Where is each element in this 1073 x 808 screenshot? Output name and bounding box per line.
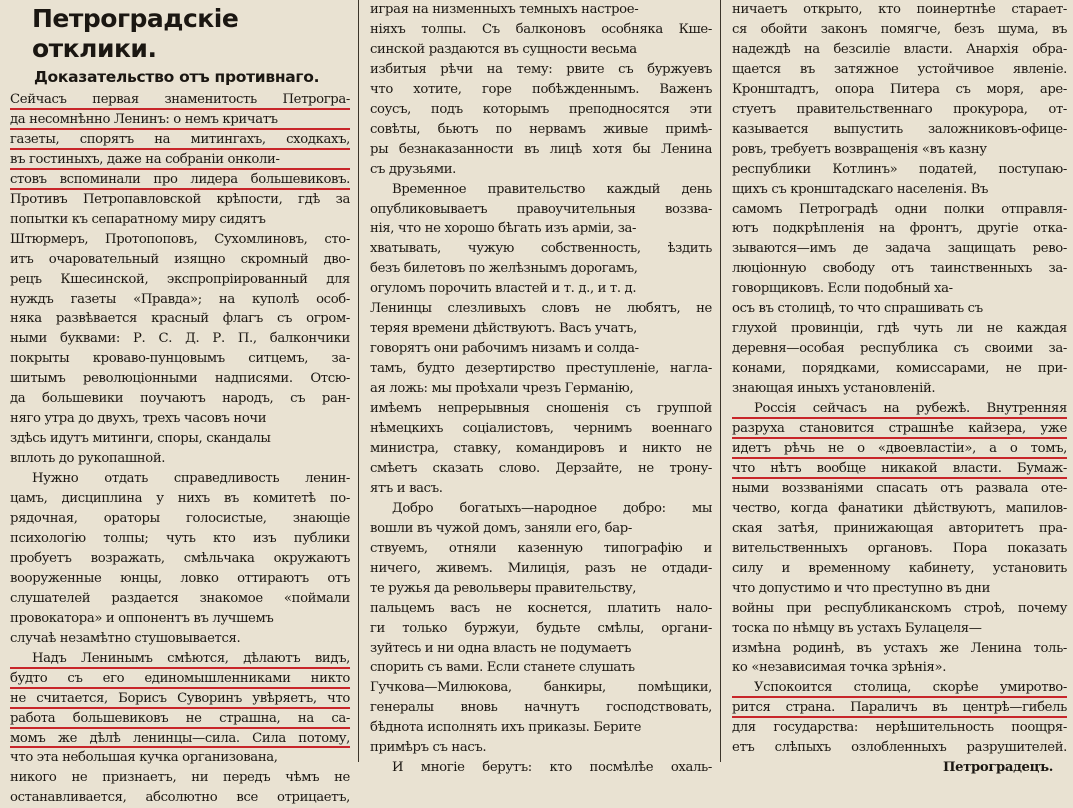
text-line: Ленинцы слезливыхъ словъ не любятъ, не: [370, 301, 712, 317]
text-line: ствуемъ, отняли казенную типографію и: [370, 540, 712, 556]
text-line: осъ въ столицѣ, то что спрашивать съ: [732, 301, 983, 317]
text-line: деревня—особая республика съ своими за-: [732, 341, 1067, 357]
text-line: соусъ, подъ которымъ преподносятся эти: [370, 101, 712, 117]
text-line: Временное правительство каждый день: [392, 181, 712, 197]
text-line: совѣты, бьютъ по нервамъ живые примѣ-: [370, 121, 712, 137]
text-line: стовъ вспоминали про лидера большевиковъ.: [10, 170, 350, 190]
text-line: говорщиковъ. Если подобный ха-: [732, 281, 953, 297]
text-line: итъ очаровательный изящно скромный дво-: [10, 251, 350, 267]
article-title: Петроградскіе отклики.: [32, 4, 239, 63]
text-line: силу и временному кабинету, установить: [732, 560, 1067, 576]
text-line: пробуетъ возражать, смѣльчака окружаютъ: [10, 550, 350, 566]
text-line: что хотите, горе побѣжденнымъ. Важенъ: [370, 81, 712, 97]
text-line: пальцемъ васъ не коснется, платить нало-: [370, 600, 712, 616]
text-line: останавливается, абсолютно все отрицаетъ,: [10, 790, 350, 806]
text-line: покрыты кроваво-пунцовымъ ситцемъ, за-: [10, 351, 350, 367]
text-line: вплоть до рукопашной.: [10, 451, 166, 467]
text-line: Штюрмеръ, Протопоповъ, Сухомлиновъ, сто-: [10, 231, 350, 247]
text-line: опубликовываетъ правоучительныя воззва-: [370, 201, 712, 217]
text-line: что нѣтъ вообще никакой власти. Бумаж-: [732, 459, 1067, 479]
text-line: момъ же дѣлѣ ленинцы—сила. Сила потому,: [10, 729, 350, 749]
text-line: Сейчасъ первая знаменитость Петрогра-: [10, 90, 350, 110]
text-line: глухой провинціи, гдѣ чуть ли не каждая: [732, 321, 1067, 337]
text-line: ги только буржуи, будьте смѣлы, органи-: [370, 620, 712, 636]
text-line: ными буквами: Р. С. Д. Р. П., балкончики: [10, 331, 350, 347]
text-line: республики Котлинъ» податей, поступаю-: [732, 161, 1067, 177]
text-line: надеждѣ на безсиліе власти. Анархія обра-: [732, 41, 1067, 57]
text-line: няка развѣвается красный флагъ съ огром-: [10, 311, 350, 327]
text-line: никого не признаетъ, ни передъ чѣмъ не: [10, 770, 350, 786]
text-line: министра, ставку, командировъ и никто не: [370, 440, 712, 456]
text-line: работа большевиковъ не страшна, на са-: [10, 709, 350, 729]
text-line: тамъ, будто дезертирство преступленіе, нагла-: [370, 361, 712, 377]
text-line: войны при республиканскомъ строѣ, почему: [732, 600, 1067, 616]
text-line: психологію толпы; чуть кто изъ публики: [10, 530, 350, 546]
text-line: не считается, Борисъ Суворинъ увѣряетъ, что: [10, 689, 350, 709]
text-line: бѣднота исполнять ихъ приказы. Берите: [370, 720, 642, 736]
text-line: рецъ Кшесинской, экспропріированный для: [10, 271, 350, 287]
text-line: имѣемъ непрерывныя сношенія съ группой: [370, 401, 712, 417]
text-line: играя на низменныхъ темныхъ настрое-: [370, 2, 639, 17]
text-line: вительственныхъ органовъ. Пора показать: [732, 540, 1067, 556]
text-line: знающая иныхъ установленій.: [732, 381, 936, 397]
text-line: избитыя рѣчи на тему: рвите съ буржуевъ: [370, 61, 712, 77]
text-line: измѣна родинѣ, въ устахъ же Ленина толь-: [732, 640, 1067, 656]
text-line: здѣсь идутъ митинги, споры, скандалы: [10, 431, 271, 447]
text-line: говорятъ они рабочимъ низамъ и солда-: [370, 341, 639, 357]
text-line: газеты, спорятъ на митингахъ, сходкахъ,: [10, 130, 350, 150]
text-line: провокатора» и оппонентъ въ лучшемъ: [10, 610, 274, 626]
column-text: [732, 0, 1067, 758]
text-line: вошли въ чужой домъ, заняли его, бар-: [370, 520, 632, 536]
text-line: хватывать, чужую собственность, ѣздить: [370, 241, 712, 257]
text-line: въ гостиныхъ, даже на собраніи онколи-: [10, 150, 350, 170]
text-line: конами, порядками, комиссарами, не при-: [732, 361, 1067, 377]
text-line: ская затѣя, принижающая авторитетъ пра-: [732, 520, 1067, 536]
text-line: смѣетъ сказать слово. Дерзайте, не трону-: [370, 460, 712, 476]
text-line: будто съ его единомышленниками никто: [10, 669, 350, 689]
column-divider: [720, 0, 721, 762]
text-line: етъ слѣпыхъ озлобленныхъ разрушителей.: [732, 740, 1067, 756]
text-line: Нужно отдать справедливость ленин-: [32, 471, 350, 487]
text-line: случаѣ незамѣтно стушовывается.: [10, 630, 241, 646]
text-line: нѣмецкихъ соціалистовъ, чернимъ военнаго: [370, 421, 712, 437]
text-line: что эта небольшая кучка организована,: [10, 750, 278, 766]
text-line: для государства: нерѣшительность поощря-: [732, 720, 1067, 736]
article-subtitle: Доказательство отъ противнаго.: [34, 68, 320, 86]
text-line: ятъ и васъ.: [370, 480, 443, 496]
text-line: Добро богатыхъ—народное добро: мы: [392, 500, 712, 516]
text-line: да несомнѣнно Ленинъ: о немъ кричатъ: [10, 110, 350, 130]
text-line: казывается выпустить заложниковъ-офице-: [732, 121, 1067, 137]
text-line: Россія сейчасъ на рубежѣ. Внутренняя: [732, 399, 1067, 419]
column-text: [10, 90, 350, 808]
text-line: ничаетъ открыто, кто поинертнѣе старает-: [732, 2, 1067, 17]
text-line: ными воззваніями спасать отъ развала оте-: [732, 480, 1067, 496]
column-divider: [358, 0, 359, 762]
text-line: нія, что не хорошо бѣгать изъ арміи, за-: [370, 221, 637, 237]
column-2: [362, 0, 718, 776]
text-line: ровъ, требуетъ возвращенія «въ казну: [732, 141, 987, 157]
text-line: зываются—имъ де задача защищать рево-: [732, 241, 1067, 257]
text-line: ніяхъ толпы. Съ балконовъ особняка Кше-: [370, 21, 712, 37]
text-line: те ружья да револьверы правительству,: [370, 580, 637, 596]
text-line: синской раздаются въ сущности весьма: [370, 41, 637, 57]
text-line: нуждъ газеты «Правда»; на куполѣ особ-: [10, 291, 350, 307]
text-line: ая ложь: мы проѣхали чрезъ Германію,: [370, 381, 634, 397]
text-line: шитымъ революціонными надписями. Отсю-: [10, 371, 350, 387]
text-line: рится страна. Параличъ въ центрѣ—гибель: [732, 698, 1067, 718]
text-line: няго утра до двухъ, трехъ часовъ ночи: [10, 411, 267, 427]
text-line: теряя времени дѣйствуютъ. Васъ учатъ,: [370, 321, 637, 337]
text-line: да большевики поучаютъ народъ, съ ран-: [10, 391, 350, 407]
text-line: чество, когда фанатики дѣйствуютъ, мапилов-: [732, 500, 1067, 516]
text-line: щихъ съ кронштадскаго населенія. Въ: [732, 181, 989, 197]
text-line: ютъ подкрѣпленія на фронтъ, другіе отка-: [732, 221, 1067, 237]
text-line: что допустимо и что преступно въ дни: [732, 580, 991, 596]
text-line: идетъ рѣчь не о «двоевластіи», а о томъ,: [732, 439, 1067, 459]
column-3: [724, 0, 1073, 776]
text-line: попытки къ сепаратному миру сидятъ: [10, 211, 266, 227]
text-line: разруха становится страшнѣе кайзера, уже: [732, 419, 1067, 439]
text-line: огуломъ порочить властей и т. д., и т. д.: [370, 281, 637, 297]
text-line: рядочная, ораторы голосистые, знающіе: [10, 511, 350, 527]
text-line: щается въ затяжное устойчивое явленіе.: [732, 61, 1067, 77]
text-line: Противъ Петропавловской крѣпости, гдѣ за: [10, 191, 350, 207]
text-line: ся обойти законъ помягче, безъ шума, въ: [732, 21, 1067, 37]
text-line: спорить съ вами. Если станете слушать: [370, 660, 635, 676]
text-line: И многіе берутъ: кто посмѣлѣе охаль-: [392, 760, 712, 776]
text-line: съ друзьями.: [370, 161, 457, 177]
text-line: Надъ Ленинымъ смѣются, дѣлаютъ видъ,: [10, 649, 350, 669]
text-line: стуетъ правительственнаго прокурора, от-: [732, 101, 1067, 117]
column-text: [370, 0, 712, 778]
text-line: тоска по нѣмцу въ устахъ Булацеля—: [732, 620, 982, 636]
article-signature: Петроградецъ.: [943, 760, 1053, 776]
text-line: люціонную свободу отъ таинственныхъ за-: [732, 261, 1067, 277]
text-line: примѣръ съ насъ.: [370, 740, 487, 756]
column-1: [0, 0, 356, 806]
text-line: Гучкова—Милюкова, банкиры, помѣщики,: [370, 680, 712, 696]
text-line: цамъ, дисциплина у нихъ въ комитетѣ по-: [10, 491, 350, 507]
text-line: самомъ Петроградѣ одни полки отправля-: [732, 201, 1067, 217]
text-line: вооруженные юнцы, ловко оттираютъ отъ: [10, 570, 350, 586]
text-line: слушателей раздается знакомое «поймали: [10, 590, 350, 606]
text-line: Кронштадтъ, опора Питера съ моря, аре-: [732, 81, 1067, 97]
text-line: ры безнаказанности въ лицѣ хотя бы Ленина: [370, 141, 712, 157]
text-line: Успокоится столица, скорѣе умиротво-: [732, 678, 1067, 698]
text-line: безъ билетовъ по желѣзнымъ дорогамъ,: [370, 261, 638, 277]
text-line: генералы вновь начнутъ господствовать,: [370, 700, 712, 716]
text-line: зуйтесь и ни одна власть не подумаетъ: [370, 640, 632, 656]
text-line: ничего, живемъ. Милиція, разъ не отдади-: [370, 560, 712, 576]
text-line: ко «независимая точка зрѣнія».: [732, 660, 947, 676]
